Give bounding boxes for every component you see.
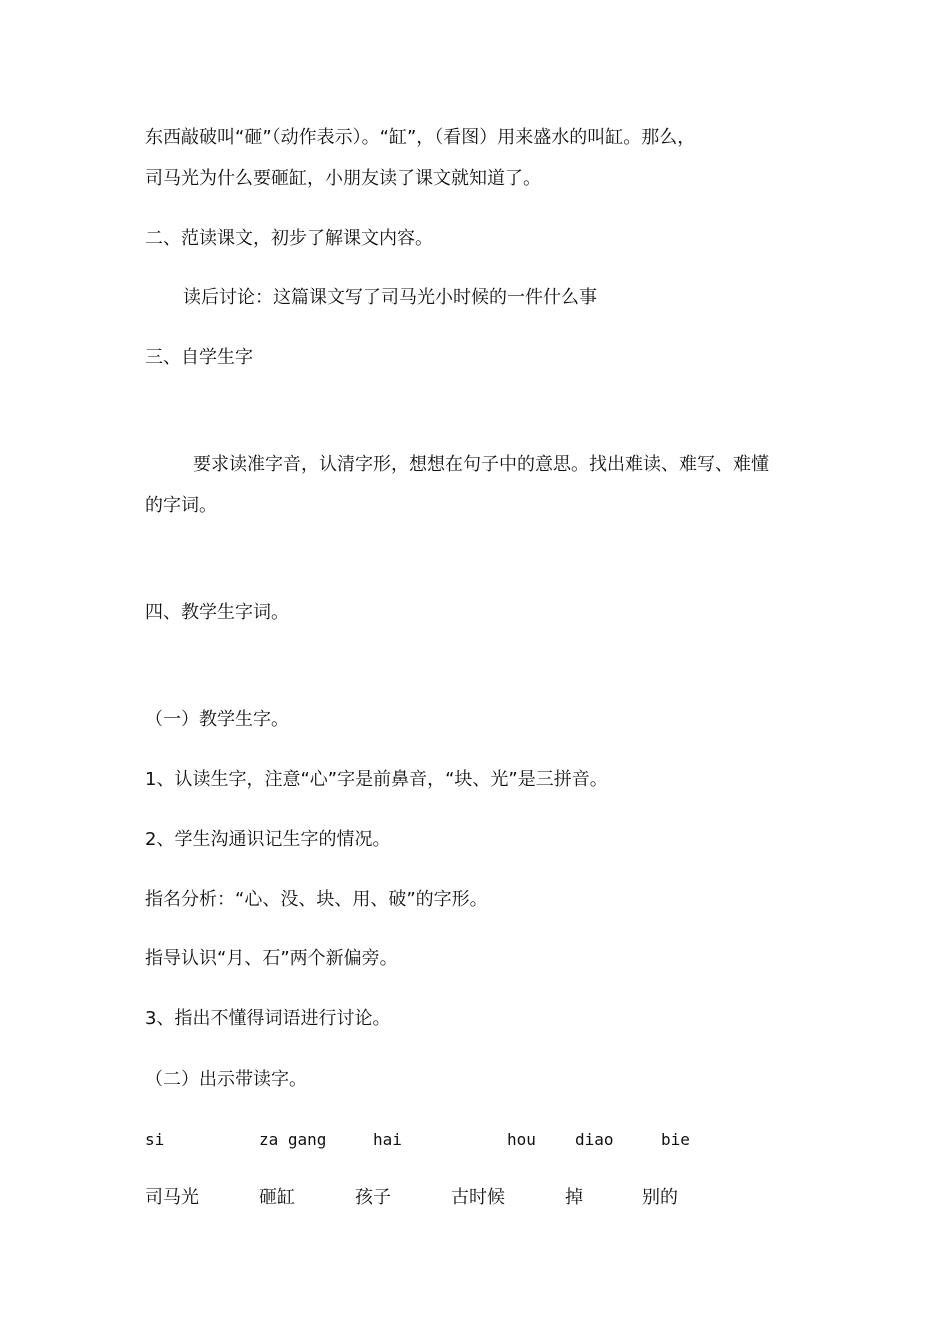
vocab-word: 砸缸	[259, 1187, 295, 1208]
text-line: 要求读准字音，认清字形，想想在句子中的意思。找出难读、难写、难懂	[193, 454, 769, 475]
vocab-word: 掉	[565, 1187, 583, 1208]
text-line: 指导认识“月、石”两个新偏旁。	[145, 948, 398, 969]
text-line: 东西敲破叫“砸”（动作表示）。“缸”，（看图）用来盛水的叫缸。那么，	[145, 127, 696, 148]
vocab-word: 司马光	[145, 1187, 199, 1208]
section-heading: 二、范读课文，初步了解课文内容。	[145, 228, 433, 249]
text-line: 司马光为什么要砸缸，小朋友读了课文就知道了。	[145, 168, 541, 189]
section-heading: 三、自学生字	[145, 347, 253, 368]
pinyin-label: hai	[373, 1130, 402, 1149]
section-heading: 四、教学生字词。	[145, 602, 289, 623]
text-line: 1、认读生字，注意“心”字是前鼻音，“块、光”是三拼音。	[145, 769, 608, 790]
subsection-heading: （二）出示带读字。	[145, 1069, 307, 1090]
pinyin-label: diao	[575, 1130, 614, 1149]
text-line: 3、指出不懂得词语进行讨论。	[145, 1008, 391, 1029]
pinyin-label: bie	[661, 1130, 690, 1149]
pinyin-label: hou	[507, 1130, 536, 1149]
text-line: 读后讨论：这篇课文写了司马光小时候的一件什么事	[183, 287, 597, 308]
text-line: 指名分析：“心、没、块、用、破”的字形。	[145, 889, 488, 910]
subsection-heading: （一）教学生字。	[145, 709, 289, 730]
pinyin-label: za gang	[259, 1130, 327, 1149]
pinyin-label: si	[145, 1130, 165, 1149]
text-line: 2、学生沟通识记生字的情况。	[145, 829, 391, 850]
vocab-word: 古时候	[451, 1187, 505, 1208]
text-line: 的字词。	[145, 495, 217, 516]
vocab-word: 孩子	[355, 1187, 391, 1208]
vocab-word: 别的	[642, 1187, 678, 1208]
